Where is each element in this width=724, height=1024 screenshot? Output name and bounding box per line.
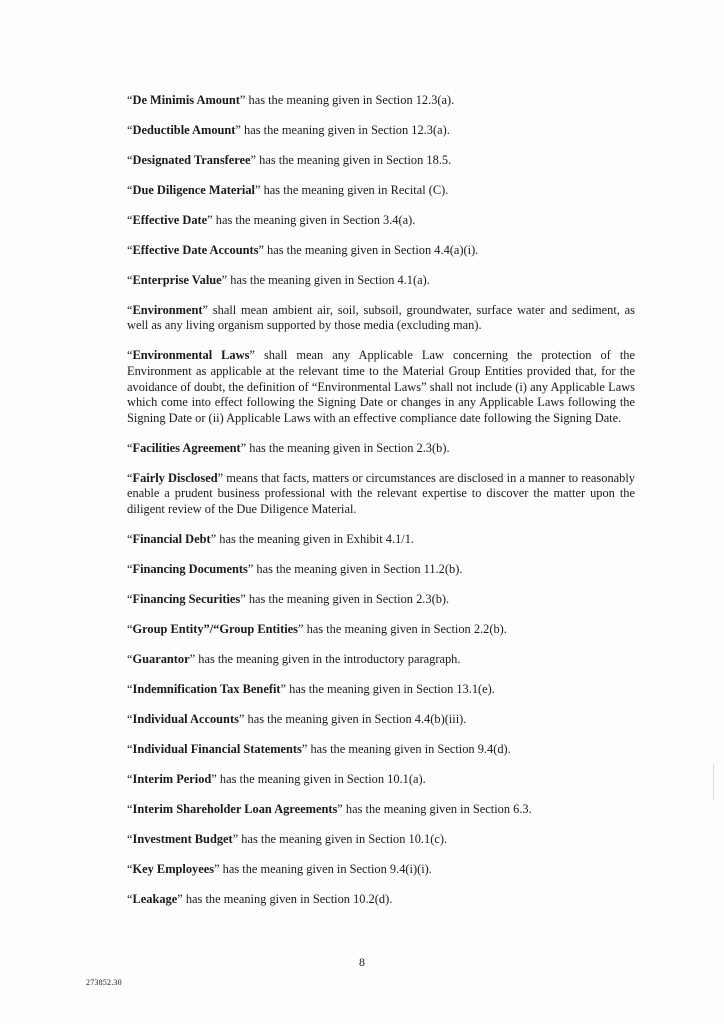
definition-item: “Individual Accounts” has the meaning given in Section 4.4(b)(iii). [127, 711, 467, 726]
definition-text: has the meaning given in Section 6.3. [345, 801, 532, 816]
scan-artifact [713, 764, 714, 800]
definition-item: “Interim Shareholder Loan Agreements” has the meaning given in Section 6.3. [127, 801, 532, 816]
definition-text: has the meaning given in Section 4.4(b)(iii). [247, 711, 467, 726]
definition-term: Designated Transferee [132, 152, 251, 167]
definition-term: Environmental Laws [132, 348, 250, 363]
definition-term: Indemnification Tax Benefit [132, 681, 281, 696]
definition-text: has the meaning given in Section 12.3(a). [244, 122, 450, 137]
definition-text: has the meaning given in Section 10.1(c). [241, 831, 448, 846]
definition-text: has the meaning given in Section 12.3(a). [248, 93, 455, 107]
definition-text: has the meaning given in Section 4.4(a)(i). [267, 242, 479, 257]
page-number: 8 [359, 955, 365, 969]
definition-item: “Fairly Disclosed” means that facts, matters or circumstances are disclosed in a manner to reasonably enable a prudent business professional with the relevant expertise to discover the matter upon the diligent review of the Due Diligence Material. [127, 470, 635, 516]
definition-item: “Financial Debt” has the meaning given in Exhibit 4.1/1. [127, 531, 415, 546]
definition-text: has the meaning given in Section 10.1(a). [219, 771, 426, 786]
definition-term: Effective Date Accounts [132, 242, 259, 257]
definition-item: “Interim Period” has the meaning given in Section 10.1(a). [127, 771, 426, 786]
definition-text: has the meaning given in Section 13.1(e). [289, 681, 495, 696]
definition-text: has the meaning given in Section 10.2(d). [185, 891, 393, 906]
definition-item: “De Minimis Amount” has the meaning given in Section 12.3(a). [127, 93, 455, 107]
definition-item: “Facilities Agreement” has the meaning given in Section 2.3(b). [127, 440, 450, 455]
definition-item: “Key Employees” has the meaning given in Section 9.4(i)(i). [127, 861, 432, 876]
definition-term: Effective Date [132, 212, 208, 227]
definition-term: Due Diligence Material [132, 182, 255, 197]
definition-text: has the meaning given in Section 2.3(b). [248, 591, 450, 606]
definition-text: shall mean ambient air, soil, subsoil, groundwater, surface water and sediment, as well as any living organism supported by those media (excluding man). [127, 302, 635, 333]
definition-item: “Effective Date Accounts” has the meaning given in Section 4.4(a)(i). [127, 242, 479, 257]
definition-term: Guarantor [132, 651, 190, 666]
definition-term: Individual Financial Statements [132, 741, 302, 756]
definition-item: “Guarantor” has the meaning given in the introductory paragraph. [127, 651, 461, 666]
definition-term: Environment [132, 302, 203, 317]
definition-text: has the meaning given in Section 11.2(b). [256, 561, 463, 576]
definition-text: has the meaning given in Section 9.4(i)(i). [222, 861, 432, 876]
definition-term: Deductible Amount [132, 122, 236, 137]
document-reference: 273852.30 [86, 978, 122, 987]
definition-text: has the meaning given in Section 3.4(a). [215, 212, 416, 227]
definition-term: Enterprise Value [132, 272, 222, 287]
definition-item: “Leakage” has the meaning given in Section 10.2(d). [127, 891, 393, 906]
definitions-list [127, 93, 635, 922]
definition-text: has the meaning given in Recital (C). [263, 182, 449, 197]
definition-item: “Investment Budget” has the meaning given in Section 10.1(c). [127, 831, 448, 846]
definition-term: Financing Securities [132, 591, 241, 606]
definition-item: “Financing Securities” has the meaning given in Section 2.3(b). [127, 591, 450, 606]
definition-text: shall mean any Applicable Law concerning the protection of the Environment as applicable at the relevant time to the Material Group Entities provided that, for the avoidance of doubt, the definition of “Environmental Laws” shall not include (i) any Applicable Laws which come into effect following the Signing Date or changes in any Applicable Laws following the Signing Date or (ii) Applicable Laws with an effective compliance date following the Signing Date. [127, 348, 635, 425]
definition-item: “Individual Financial Statements” has the meaning given in Section 9.4(d). [127, 741, 511, 756]
definition-term: Financing Documents [132, 561, 248, 576]
definition-item: “Group Entity”/“Group Entities” has the meaning given in Section 2.2(b). [127, 621, 507, 636]
definition-item: “Effective Date” has the meaning given in Section 3.4(a). [127, 212, 416, 227]
definition-term: De Minimis Amount [132, 93, 240, 107]
definition-text: has the meaning given in the introductory paragraph. [198, 651, 461, 666]
definition-text: has the meaning given in Section 4.1(a). [230, 272, 430, 287]
definition-text: has the meaning given in Section 18.5. [259, 152, 452, 167]
definition-item: “Enterprise Value” has the meaning given in Section 4.1(a). [127, 272, 430, 287]
definition-term: Individual Accounts [132, 711, 239, 726]
definition-term: Key Employees [132, 861, 215, 876]
definition-text: means that facts, matters or circumstances are disclosed in a manner to reasonably enable a prudent business professional with the relevant expertise to discover the matter upon the diligent review of the Due Diligence Material. [127, 470, 635, 516]
definition-item: “Deductible Amount” has the meaning given in Section 12.3(a). [127, 122, 450, 137]
definition-term: Group Entity”/“Group Entities [132, 621, 298, 636]
definition-item: “Environment” shall mean ambient air, soil, subsoil, groundwater, surface water and sediment, as well as any living organism supported by those media (excluding man). [127, 302, 635, 333]
definition-term: Leakage [132, 891, 178, 906]
definition-item: “Designated Transferee” has the meaning given in Section 18.5. [127, 152, 452, 167]
definition-text: has the meaning given in Exhibit 4.1/1. [219, 531, 415, 546]
definition-term: Interim Shareholder Loan Agreements [132, 801, 338, 816]
definition-term: Investment Budget [132, 831, 233, 846]
definition-item: “Due Diligence Material” has the meaning given in Recital (C). [127, 182, 449, 197]
definition-term: Facilities Agreement [132, 440, 241, 455]
definition-item: “Indemnification Tax Benefit” has the meaning given in Section 13.1(e). [127, 681, 495, 696]
definition-item: “Environmental Laws” shall mean any Applicable Law concerning the protection of the Environment as applicable at the relevant time to the Material Group Entities provided that, for the avoidance of doubt, the definition of “Environmental Laws” shall not include (i) any Applicable Laws which come into effect following the Signing Date or changes in any Applicable Laws following the Signing Date or (ii) Applicable Laws with an effective compliance date following the Signing Date. [127, 348, 635, 425]
definition-text: has the meaning given in Section 9.4(d). [310, 741, 511, 756]
definition-term: Fairly Disclosed [132, 470, 218, 485]
definition-text: has the meaning given in Section 2.3(b). [249, 440, 450, 455]
definition-item: “Financing Documents” has the meaning given in Section 11.2(b). [127, 561, 463, 576]
definition-text: has the meaning given in Section 2.2(b). [306, 621, 507, 636]
definition-term: Financial Debt [132, 531, 211, 546]
definition-term: Interim Period [132, 771, 212, 786]
